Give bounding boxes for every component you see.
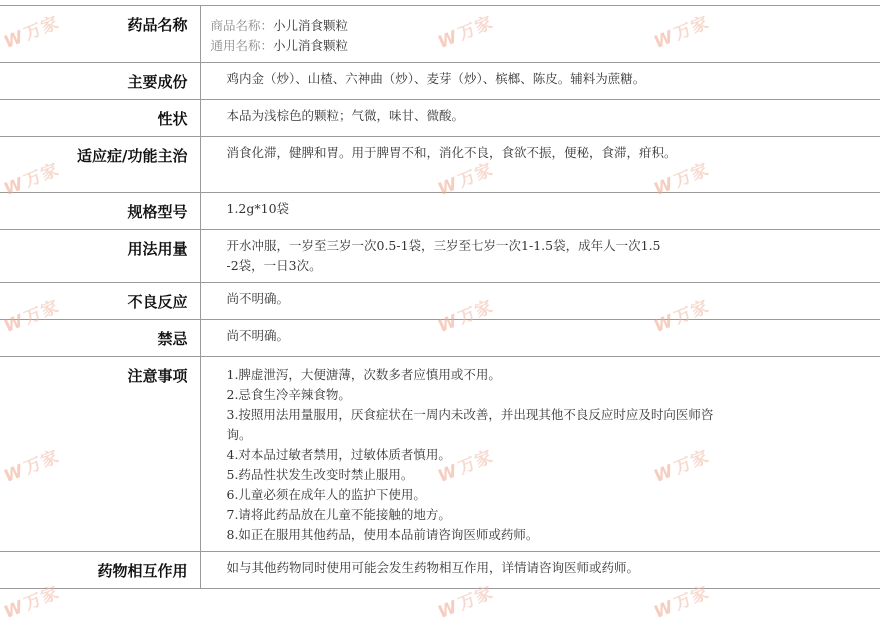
- label-contraindications: 禁忌: [0, 320, 200, 357]
- generic-name-label: 通用名称：: [210, 38, 274, 53]
- value-adverse-reactions: 尚不明确。: [200, 283, 880, 320]
- watermark-logo: W万家: [435, 446, 497, 487]
- list-item: 6.儿童必须在成年人的监护下使用。: [226, 487, 426, 502]
- watermark-logo: W万家: [1, 446, 63, 487]
- row-drug-name: [0, 6, 880, 63]
- watermark-logo: W万家: [435, 159, 497, 200]
- watermark-logo: W万家: [651, 12, 713, 53]
- watermark-logo: W万家: [1, 582, 63, 623]
- label-adverse-reactions: 不良反应: [0, 283, 200, 320]
- row-specification: [0, 193, 880, 230]
- dosage-line-2: -2袋，一日3次。: [226, 258, 322, 273]
- watermark-logo: W万家: [1, 296, 63, 337]
- list-item: 询。: [226, 427, 252, 442]
- row-contraindications: [0, 320, 880, 357]
- dosage-line-1: 开水冲服，一岁至三岁一次0.5-1袋，三岁至七岁一次1-1.5袋，成年人一次1.5: [226, 238, 661, 253]
- trade-name: 小儿消食颗粒: [273, 18, 349, 33]
- watermark-logo: W万家: [651, 296, 713, 337]
- watermark-logo: W万家: [651, 159, 713, 200]
- label-dosage: 用法用量: [0, 230, 200, 283]
- value-precautions: [200, 357, 880, 552]
- row-precautions: [0, 357, 880, 552]
- value-ingredients: 鸡内金（炒）、山楂、六神曲（炒）、麦芽（炒）、槟榔、陈皮。辅料为蔗糖。: [200, 63, 880, 100]
- value-dosage: [200, 230, 880, 283]
- list-item: 1.脾虚泄泻，大便溏薄，次数多者应慎用或不用。: [226, 367, 501, 382]
- watermark-logo: W万家: [651, 582, 713, 623]
- generic-name: 小儿消食颗粒: [273, 38, 349, 53]
- row-ingredients: [0, 63, 880, 100]
- value-contraindications: 尚不明确。: [200, 320, 880, 357]
- drug-spec-table: [0, 5, 880, 589]
- list-item: 2.忌食生冷辛辣食物。: [226, 387, 351, 402]
- value-indications: 消食化滞，健脾和胃。用于脾胃不和，消化不良，食欲不振，便秘，食滞，疳积。: [200, 137, 880, 193]
- trade-name-label: 商品名称：: [210, 18, 274, 33]
- value-interactions: 如与其他药物同时使用可能会发生药物相互作用，详情请咨询医师或药师。: [200, 552, 880, 589]
- precautions-list: [227, 365, 871, 545]
- label-ingredients: 主要成份: [0, 63, 200, 100]
- value-specification: 1.2g*10袋: [200, 193, 880, 230]
- label-appearance: 性状: [0, 100, 200, 137]
- watermark-logo: W万家: [1, 159, 63, 200]
- value-appearance: 本品为浅棕色的颗粒；气微，味甘、微酸。: [200, 100, 880, 137]
- row-interactions: [0, 552, 880, 589]
- label-drug-name: 药品名称: [0, 6, 200, 63]
- list-item: 5.药品性状发生改变时禁止服用。: [226, 467, 414, 482]
- row-adverse-reactions: [0, 283, 880, 320]
- row-indications: [0, 137, 880, 193]
- watermark-logo: W万家: [435, 12, 497, 53]
- label-specification: 规格型号: [0, 193, 200, 230]
- label-indications: 适应症/功能主治: [0, 137, 200, 193]
- label-interactions: 药物相互作用: [0, 552, 200, 589]
- row-dosage: [0, 230, 880, 283]
- list-item: 3.按照用法用量服用，厌食症状在一周内未改善，并出现其他不良反应时应及时向医师咨: [226, 407, 714, 422]
- label-precautions: 注意事项: [0, 357, 200, 552]
- value-drug-name: [200, 6, 880, 63]
- row-appearance: [0, 100, 880, 137]
- watermark-logo: W万家: [435, 296, 497, 337]
- watermark-logo: W万家: [1, 12, 63, 53]
- list-item: 8.如正在服用其他药品，使用本品前请咨询医师或药师。: [226, 527, 539, 542]
- list-item: 4.对本品过敏者禁用，过敏体质者慎用。: [226, 447, 451, 462]
- list-item: 7.请将此药品放在儿童不能接触的地方。: [226, 507, 451, 522]
- watermark-logo: W万家: [651, 446, 713, 487]
- watermark-logo: W万家: [435, 582, 497, 623]
